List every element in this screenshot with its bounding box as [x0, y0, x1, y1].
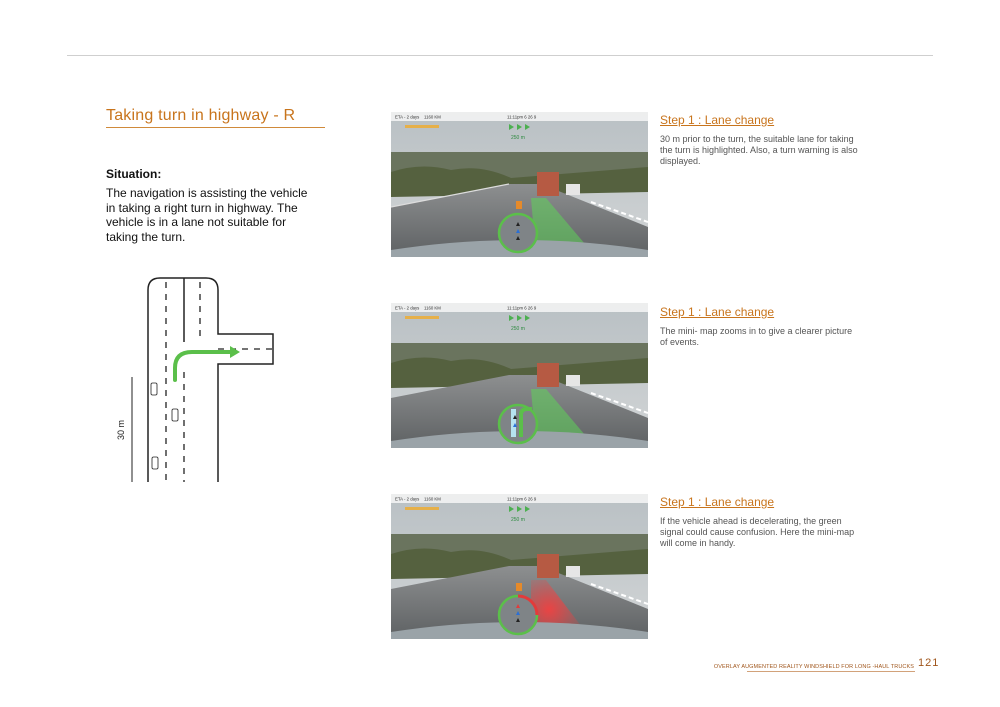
- svg-text:1160 KM: 1160 KM: [424, 496, 441, 502]
- windshield-screenshot-3: [391, 494, 648, 639]
- svg-text:1160 KM: 1160 KM: [424, 305, 441, 311]
- svg-text:11:11pm 6 26 9: 11:11pm 6 26 9: [507, 305, 537, 311]
- step-1-text: 30 m prior to the turn, the suitable lane for taking the turn is highlighted. Also, a turn warning is also displayed.: [660, 134, 858, 166]
- truck: [537, 172, 559, 196]
- svg-text:ETA - 2 days: ETA - 2 days: [395, 496, 420, 502]
- svg-text:250 m: 250 m: [511, 517, 525, 523]
- footer-rule: [747, 671, 915, 672]
- step-3-text: If the vehicle ahead is decelerating, the green signal could cause confusion. Here the mini-map will come in handy.: [660, 516, 855, 548]
- svg-text:250 m: 250 m: [511, 326, 525, 332]
- turn-arrow: [175, 352, 230, 380]
- windshield-screenshot-1: [391, 112, 648, 257]
- page-number: 121: [918, 657, 940, 669]
- step-2-text: The mini- map zooms in to give a clearer picture of events.: [660, 326, 853, 347]
- hud-distance: 1160 KM: [424, 114, 441, 120]
- windshield-screenshot-2: [391, 303, 648, 448]
- step-3-heading: Step 1 : Lane change: [660, 495, 775, 509]
- hud-turn-distance: 250 m: [511, 135, 525, 141]
- car-icon: [151, 383, 178, 469]
- page-title: Taking turn in highway - R: [106, 107, 296, 124]
- road-diagram: [118, 272, 278, 487]
- distance-label: 30 m: [116, 419, 126, 440]
- situation-text: The navigation is assisting the vehicle in taking a right turn in highway. The vehicle is in a lane not suitable for taking the turn.: [106, 186, 308, 244]
- top-rule: [67, 55, 933, 56]
- step-2-heading: Step 1 : Lane change: [660, 305, 775, 319]
- hud-time: 11:11pm 6 26 9: [507, 114, 537, 120]
- title-underline: [106, 127, 325, 128]
- step-1-heading: Step 1 : Lane change: [660, 113, 775, 127]
- svg-text:11:11pm 6 26 9: 11:11pm 6 26 9: [507, 496, 537, 502]
- hud-eta: ETA - 2 days: [395, 114, 420, 120]
- situation-heading: Situation:: [106, 167, 162, 181]
- footer-text: OVERLAY AUGMENTED REALITY WINDSHIELD FOR LONG -HAUL TRUCKS: [713, 664, 914, 670]
- svg-text:ETA - 2 days: ETA - 2 days: [395, 305, 420, 311]
